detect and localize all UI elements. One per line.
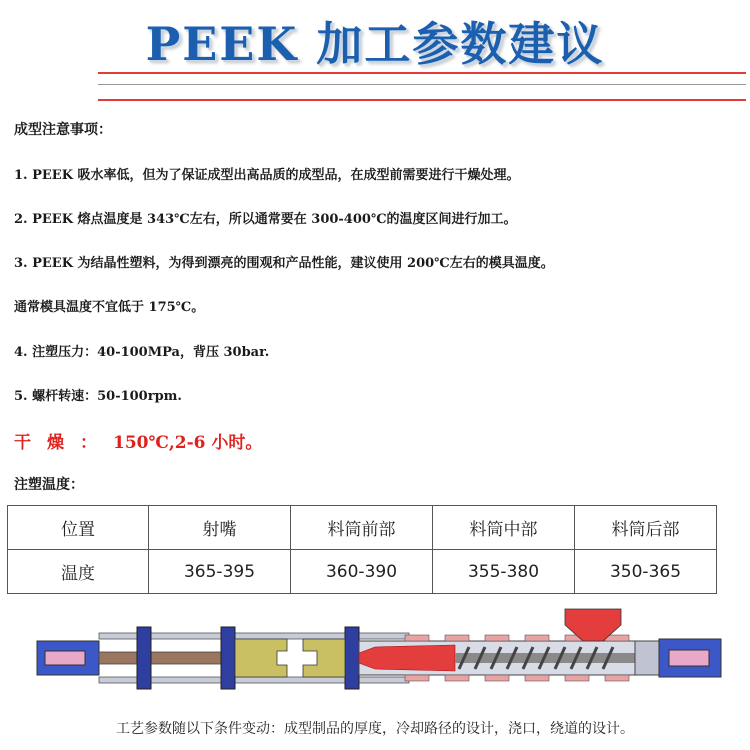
note-item-3: 3. PEEK 为结晶性塑料，为得到漂亮的围观和产品性能，建议使用 200℃左右的模具温度。 [14,256,554,271]
table-cell: 位置 [8,506,149,550]
table-cell: 料筒中部 [433,506,575,550]
drying-line [14,428,262,453]
note-item-4: 4. 注塑压力：40-100MPa，背压 30bar. [14,345,270,360]
page-title: PEEK 加工参数建议 [145,17,605,71]
divider-line [98,72,746,74]
divider-line [98,99,746,101]
note-item-5: 5. 螺杆转速：50-100rpm. [14,389,182,404]
divider-line [98,84,746,85]
drying-value: 150℃,2-6 小时。 [113,433,263,453]
note-item-1: 1. PEEK 吸水率低，但为了保证成型出高品质的成型品，在成型前需要进行干燥处理。 [14,168,520,183]
note-item-3-continued: 通常模具温度不宜低于 175℃。 [14,300,205,315]
table-cell: 料筒前部 [291,506,433,550]
notes-heading: 成型注意事项： [14,122,112,138]
table-header-row [8,506,717,550]
table-cell: 料筒后部 [575,506,717,550]
table-row [8,550,717,594]
temperature-table [7,505,717,594]
table-cell: 350-365 [575,550,717,594]
table-cell: 射嘴 [149,506,291,550]
temperature-heading: 注塑温度： [14,477,84,493]
drying-label: 干燥： [14,433,113,453]
footer-note: 工艺参数随以下条件变动：成型制品的厚度，冷却路径的设计，浇口，绕道的设计。 [116,721,634,737]
table-cell: 温度 [8,550,149,594]
table-cell: 360-390 [291,550,433,594]
injection-machine-diagram [35,607,725,697]
table-cell: 355-380 [433,550,575,594]
note-item-2: 2. PEEK 熔点温度是 343℃左右，所以通常要在 300-400℃的温度区间进行加工。 [14,212,517,227]
table-cell: 365-395 [149,550,291,594]
